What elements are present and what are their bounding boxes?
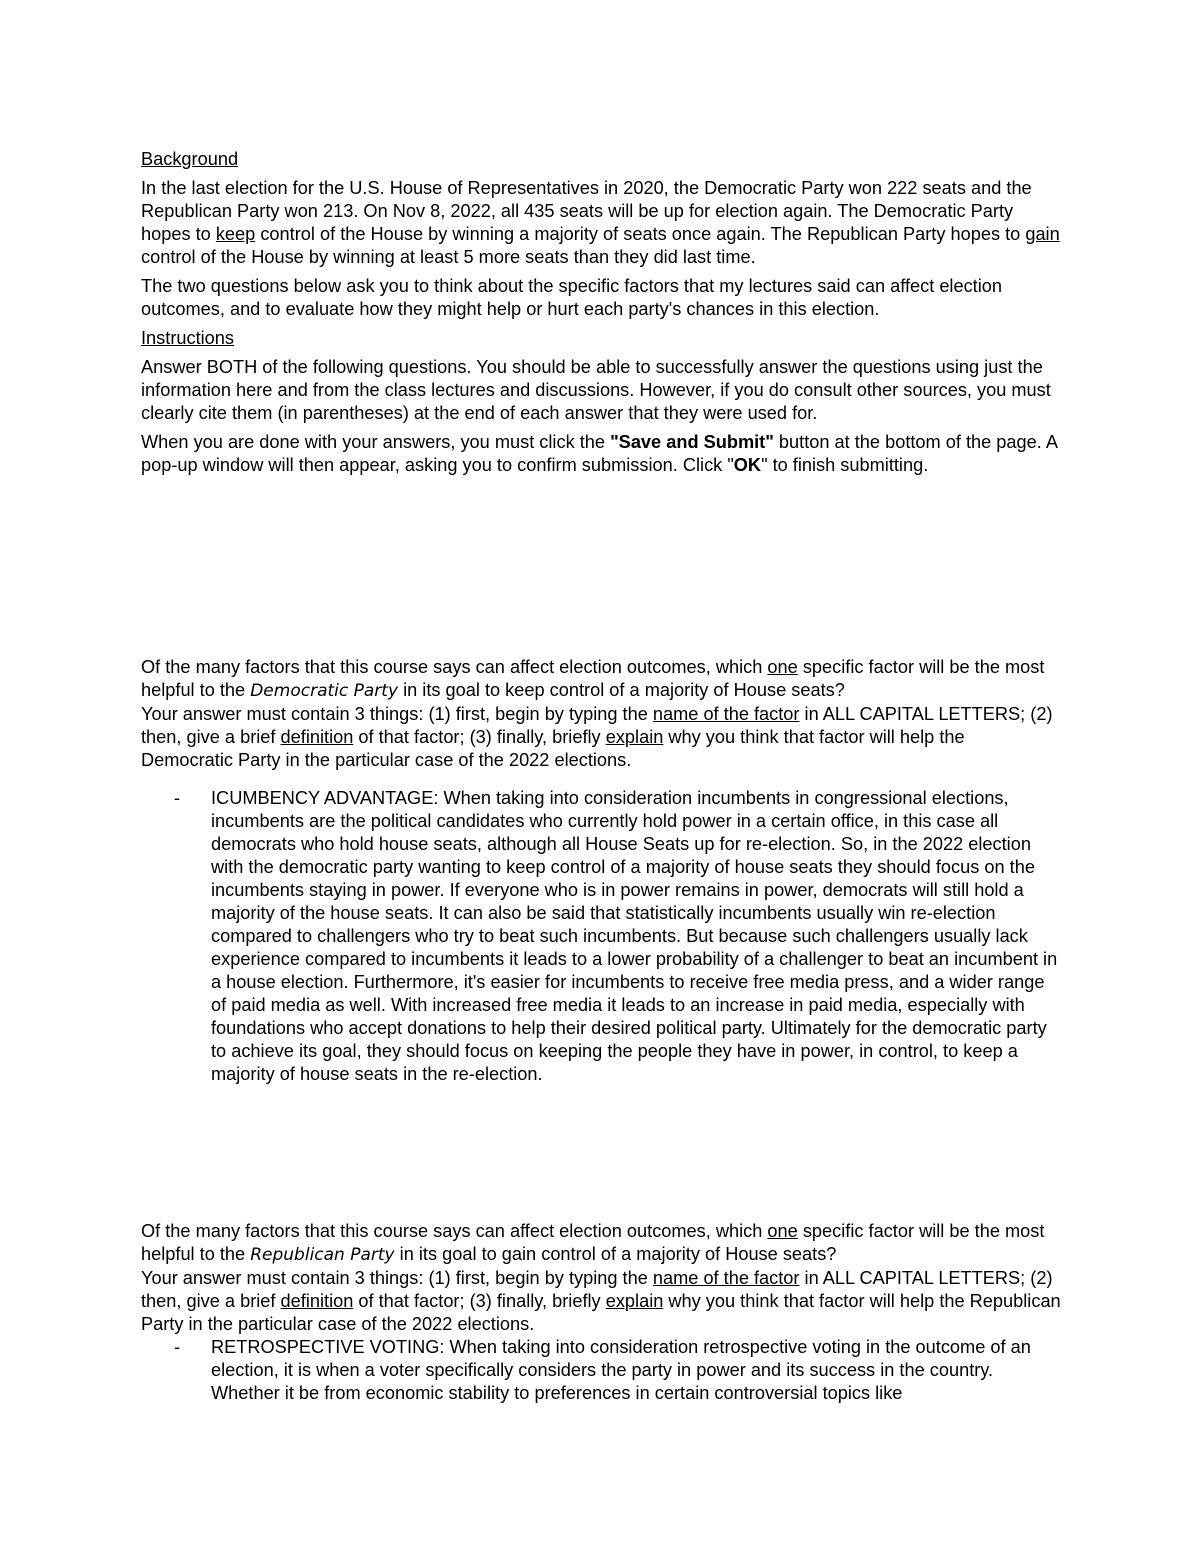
text-run: button at the bottom of the page. A pop-up window will then appear, asking you to confirm submission. Click " <box>141 432 1057 475</box>
question-1-prompt <box>141 656 1061 772</box>
answer-text: RETROSPECTIVE VOTING: When taking into consideration retrospective voting in the outcome of an election, it is when a voter specifically considers the party in power and its success in the country. Whether it be from economic stability to preferences in certain controversial topics like <box>211 1337 1031 1403</box>
italic-party: Republican Party <box>250 1245 395 1265</box>
underlined-definition: definition <box>280 727 354 747</box>
text-run: specific factor will be the most helpful to the <box>141 1221 1045 1264</box>
answer-text: ICUMBENCY ADVANTAGE: When taking into consideration incumbents in congressional elections, incumbents are the political candidates who currently hold power in a certain office, in this case all democrats who hold house seats, although all House Seats up for re-election. So, in the 2022 election with the democratic party wanting to keep control of a majority of house seats they should focus on the incumbents staying in power. If everyone who is in power remains in power, democrats will still hold a majority of the house seats. It can also be said that statistically incumbents usually win re-election compared to challengers who try to beat such incumbents. But because such challengers usually lack experience compared to incumbents it leads to a lower probability of a challenger to beat an incumbent in a house election. Furthermore, it's easier for incumbents to receive free media press, and a wider range of paid media as well. With increased free media it leads to an increase in paid media, especially with foundations who accept donations to help their desired political party. Ultimately for the democratic party to achieve its goal, they should focus on keeping the people they have in power, in control, to keep a majority of house seats in the re-election. <box>211 788 1058 1084</box>
underlined-name-of-factor: name of the factor <box>652 704 800 724</box>
question-2 <box>141 1220 1061 1405</box>
instructions-paragraph-1: Answer BOTH of the following questions. You should be able to successfully answer the questions using just the information here and from the class lectures and discussions. However, if you do consult other sources, you must clearly cite them (in parentheses) at the end of each answer that they were used for. <box>141 357 1051 423</box>
underlined-explain: explain <box>605 1291 664 1311</box>
question-2-prompt <box>141 1220 1061 1336</box>
underlined-gain: gain <box>1025 224 1060 244</box>
text-run: Your answer must contain 3 things: (1) first, begin by typing the <box>141 1268 653 1288</box>
text-run: In the last election for the U.S. House of Representatives in 2020, the Democratic Party won 222 seats and the Republican Party won 213. On Nov 8, 2022, all 435 seats will be up for election again. The Democratic Party hopes to <box>141 178 1032 244</box>
underlined-keep: keep <box>215 224 256 244</box>
underlined-one: one <box>767 1221 798 1241</box>
text-run: " to finish submitting. <box>761 455 929 475</box>
text-run: of that factor; (3) finally, briefly <box>353 1291 606 1311</box>
underlined-one: one <box>767 657 798 677</box>
document-page <box>141 148 1061 483</box>
ok-label: OK <box>733 455 762 475</box>
instructions-paragraph-2 <box>141 431 1061 477</box>
question-1-answer <box>141 787 1061 1086</box>
background-heading: Background <box>141 149 239 169</box>
text-run: When you are done with your answers, you must click the <box>141 432 611 452</box>
question-1 <box>141 656 1061 1086</box>
background-paragraph-2: The two questions below ask you to think about the specific factors that my lectures said can affect election outcomes, and to evaluate how they might help or hurt each party's chances in this election. <box>141 276 1003 319</box>
background-paragraph-1 <box>141 177 1061 269</box>
text-run: control of the House by winning a majority of seats once again. The Republican Party hopes to <box>255 224 1026 244</box>
bullet-dash: - <box>174 788 181 808</box>
text-run: in ALL CAPITAL LETTERS; (2) then, give a brief <box>141 1268 1053 1311</box>
text-run: Of the many factors that this course says can affect election outcomes, which <box>141 657 768 677</box>
text-run: Your answer must contain 3 things: (1) first, begin by typing the <box>141 704 653 724</box>
bullet-dash: - <box>174 1337 181 1357</box>
underlined-definition: definition <box>280 1291 354 1311</box>
text-run: why you think that factor will help the Democratic Party in the particular case of the 2022 elections. <box>141 727 965 770</box>
text-run: in its goal to gain control of a majority of House seats? <box>394 1244 837 1264</box>
underlined-name-of-factor: name of the factor <box>652 1268 800 1288</box>
text-run: in its goal to keep control of a majority of House seats? <box>398 680 845 700</box>
save-and-submit-label: "Save and Submit" <box>610 432 774 452</box>
text-run: in ALL CAPITAL LETTERS; (2) then, give a brief <box>141 704 1053 747</box>
instructions-heading: Instructions <box>141 328 234 348</box>
text-run: control of the House by winning at least 5 more seats than they did last time. <box>141 247 756 267</box>
italic-party: Democratic Party <box>250 681 399 701</box>
question-2-answer <box>141 1336 1061 1405</box>
text-run: why you think that factor will help the Republican Party in the particular case of the 2022 elections. <box>141 1291 1061 1334</box>
text-run: Of the many factors that this course says can affect election outcomes, which <box>141 1221 768 1241</box>
text-run: of that factor; (3) finally, briefly <box>353 727 606 747</box>
underlined-explain: explain <box>605 727 664 747</box>
text-run: specific factor will be the most helpful to the <box>141 657 1045 700</box>
